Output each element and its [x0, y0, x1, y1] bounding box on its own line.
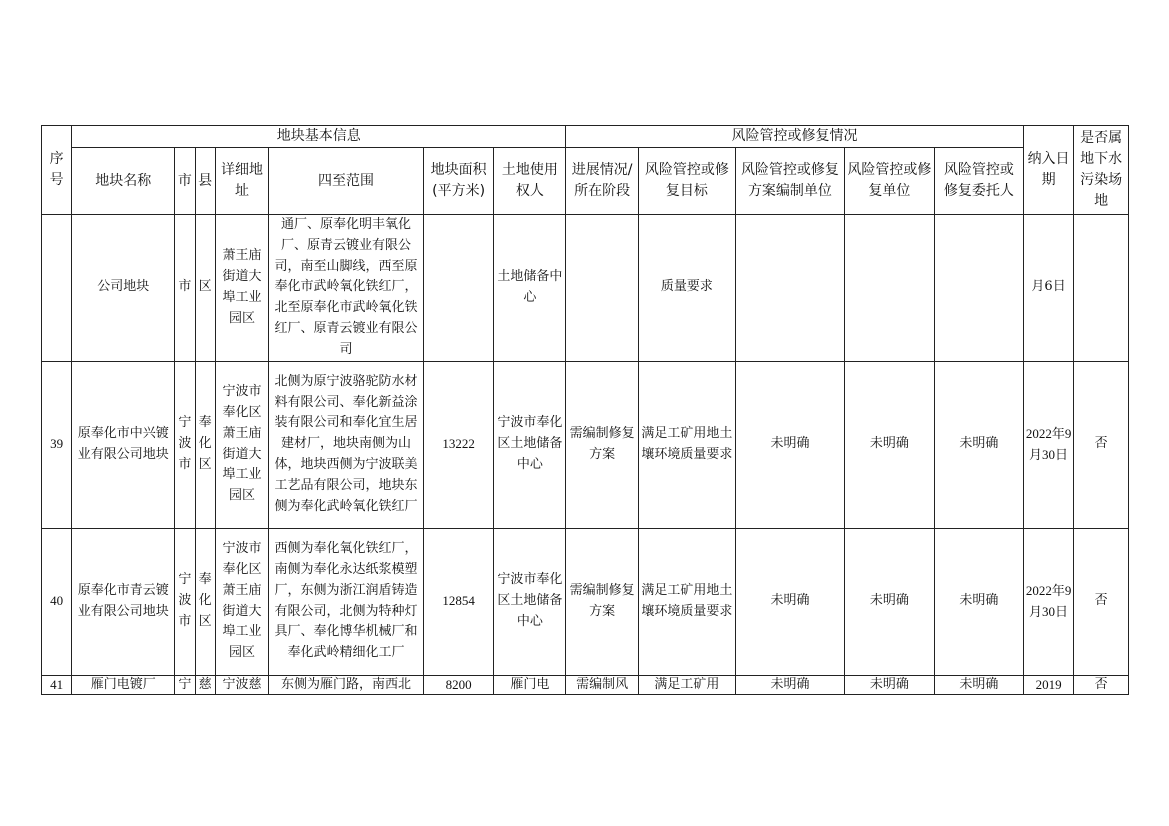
table-row — [42, 215, 1129, 362]
header-bounds: 四至范围 — [269, 148, 424, 215]
row-county: 区 — [195, 215, 215, 362]
row-groundwater — [1074, 215, 1129, 362]
row-area: 12854 — [423, 528, 494, 675]
row-county: 奉化区 — [195, 528, 215, 675]
table-row — [42, 361, 1129, 528]
header-goal: 风险管控或修复目标 — [638, 148, 735, 215]
row-groundwater: 否 — [1074, 361, 1129, 528]
row-progress: 需编制修复方案 — [566, 361, 639, 528]
row-county: 慈 — [195, 675, 215, 694]
row-name: 雁门电镀厂 — [72, 675, 175, 694]
row-owner: 土地储备中心 — [494, 215, 566, 362]
header-owner: 土地使用权人 — [494, 148, 566, 215]
row-address: 宁波慈 — [215, 675, 269, 694]
row-client — [934, 215, 1023, 362]
row-goal: 满足工矿用地土壤环境质量要求 — [638, 361, 735, 528]
row-bounds: 东侧为雁门路，南西北 — [269, 675, 424, 694]
row-address: 宁波市奉化区萧王庙街道大埠工业园区 — [215, 528, 269, 675]
row-date: 2022年9月30日 — [1023, 361, 1074, 528]
row-repair-unit: 未明确 — [844, 528, 934, 675]
header-groundwater: 是否属地下水污染场地 — [1074, 126, 1129, 215]
header-client: 风险管控或修复委托人 — [934, 148, 1023, 215]
row-date: 2019 — [1023, 675, 1074, 694]
row-name: 原奉化市中兴镀业有限公司地块 — [72, 361, 175, 528]
row-plan-unit — [735, 215, 844, 362]
header-area: 地块面积(平方米) — [423, 148, 494, 215]
row-city: 市 — [175, 215, 195, 362]
row-bounds: 西侧为奉化氧化铁红厂，南侧为奉化永达纸浆模塑厂，东侧为浙江润盾铸造有限公司，北侧为特种灯具厂、奉化博华机械厂和奉化武岭精细化工厂 — [269, 528, 424, 675]
header-group-basic: 地块基本信息 — [72, 126, 566, 148]
row-client: 未明确 — [934, 528, 1023, 675]
header-row-columns — [42, 148, 1129, 215]
row-groundwater: 否 — [1074, 675, 1129, 694]
row-client: 未明确 — [934, 675, 1023, 694]
row-address: 宁波市奉化区萧王庙街道大埠工业园区 — [215, 361, 269, 528]
row-plan-unit: 未明确 — [735, 675, 844, 694]
row-plan-unit: 未明确 — [735, 361, 844, 528]
row-seq: 39 — [42, 361, 72, 528]
row-goal: 满足工矿用地土壤环境质量要求 — [638, 528, 735, 675]
row-owner: 宁波市奉化区土地储备中心 — [494, 528, 566, 675]
row-city: 宁波市 — [175, 361, 195, 528]
row-goal: 满足工矿用 — [638, 675, 735, 694]
header-address: 详细地址 — [215, 148, 269, 215]
row-seq: 40 — [42, 528, 72, 675]
header-city: 市 — [175, 148, 195, 215]
header-progress: 进展情况/所在阶段 — [566, 148, 639, 215]
row-date: 月6日 — [1023, 215, 1074, 362]
row-date: 2022年9月30日 — [1023, 528, 1074, 675]
row-city: 宁 — [175, 675, 195, 694]
site-list-table — [41, 125, 1129, 695]
row-groundwater: 否 — [1074, 528, 1129, 675]
table-row — [42, 675, 1129, 694]
row-owner: 宁波市奉化区土地储备中心 — [494, 361, 566, 528]
row-area — [423, 215, 494, 362]
row-progress: 需编制风 — [566, 675, 639, 694]
row-address: 萧王庙街道大埠工业园区 — [215, 215, 269, 362]
row-name: 原奉化市青云镀业有限公司地块 — [72, 528, 175, 675]
table-row — [42, 528, 1129, 675]
header-seq: 序号 — [42, 126, 72, 215]
header-group-risk: 风险管控或修复情况 — [566, 126, 1024, 148]
row-seq: 41 — [42, 675, 72, 694]
row-city: 宁波市 — [175, 528, 195, 675]
row-client: 未明确 — [934, 361, 1023, 528]
header-row-group — [42, 126, 1129, 148]
row-area: 13222 — [423, 361, 494, 528]
row-plan-unit: 未明确 — [735, 528, 844, 675]
row-name: 公司地块 — [72, 215, 175, 362]
row-repair-unit: 未明确 — [844, 675, 934, 694]
row-progress: 需编制修复方案 — [566, 528, 639, 675]
row-area: 8200 — [423, 675, 494, 694]
row-bounds: 北侧为原宁波骆驼防水材料有限公司、奉化新益涂装有限公司和奉化宜生居建材厂，地块南侧为山体，地块西侧为宁波联美工艺品有限公司，地块东侧为奉化武岭氧化铁红厂 — [269, 361, 424, 528]
header-name: 地块名称 — [72, 148, 175, 215]
header-date: 纳入日期 — [1023, 126, 1074, 215]
header-repair-unit: 风险管控或修复单位 — [844, 148, 934, 215]
header-county: 县 — [195, 148, 215, 215]
row-progress — [566, 215, 639, 362]
row-owner: 雁门电 — [494, 675, 566, 694]
row-bounds: 通厂、原奉化明丰氧化厂、原青云镀业有限公司，南至山脚线，西至原奉化市武岭氧化铁红厂，北至原奉化市武岭氧化铁红厂、原青云镀业有限公司 — [269, 215, 424, 362]
row-county: 奉化区 — [195, 361, 215, 528]
row-repair-unit: 未明确 — [844, 361, 934, 528]
header-plan-unit: 风险管控或修复方案编制单位 — [735, 148, 844, 215]
row-goal: 质量要求 — [638, 215, 735, 362]
row-seq — [42, 215, 72, 362]
row-repair-unit — [844, 215, 934, 362]
